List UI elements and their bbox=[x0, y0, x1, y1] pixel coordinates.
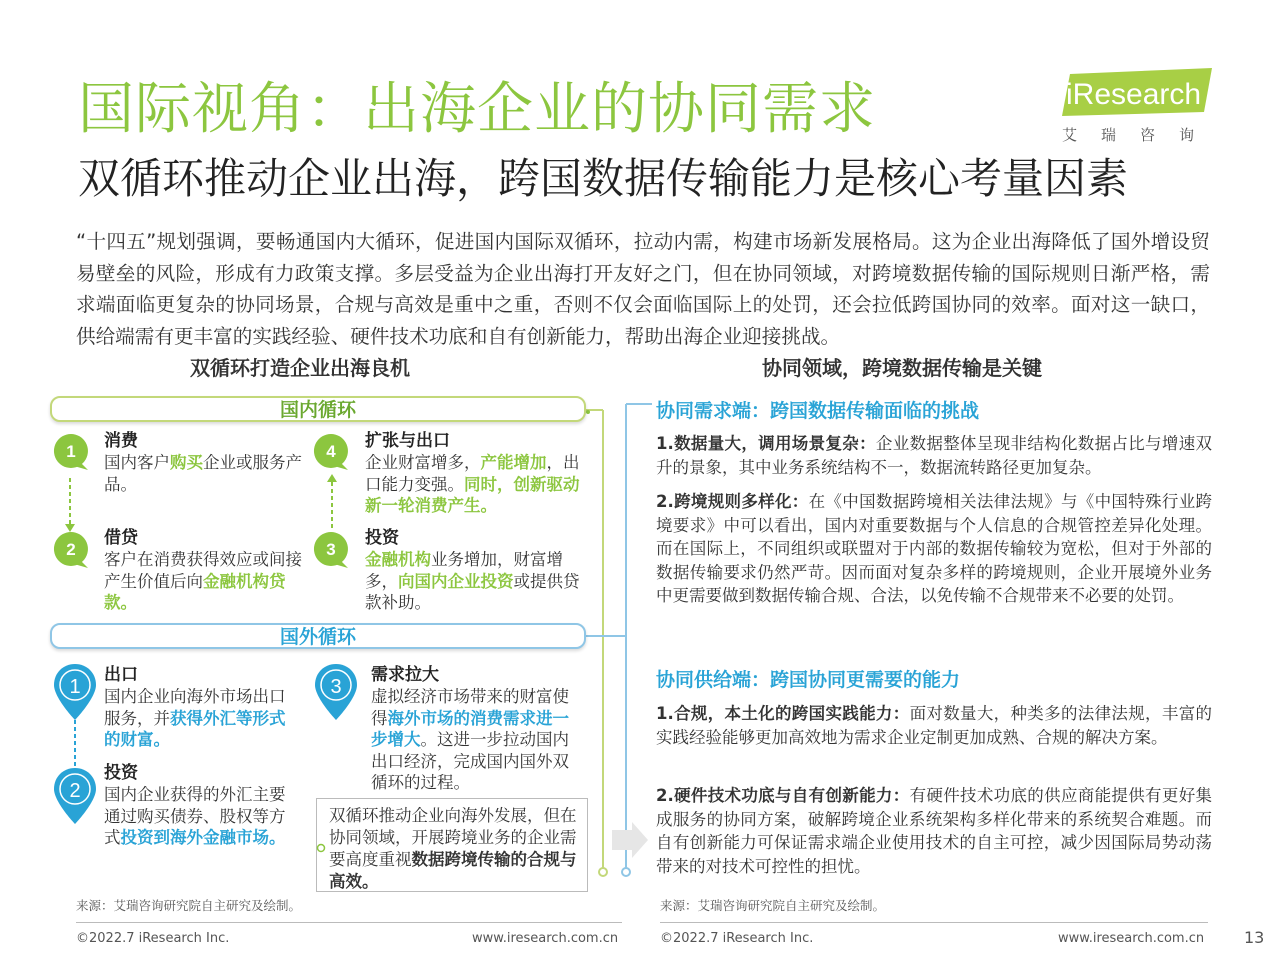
foreign-item-text-1: 国内企业向海外市场出口服务，并获得外汇等形式的财富。 bbox=[104, 687, 286, 749]
right-website: www.iresearch.com.cn bbox=[1058, 931, 1205, 946]
foreign-pin-3 bbox=[313, 662, 359, 726]
demand-title: 协同需求端：跨国数据传输面临的挑战 bbox=[656, 400, 980, 422]
foreign-item-title-3: 需求拉大 bbox=[371, 665, 439, 685]
domestic-item-text-3: 金融机构业务增加，财富增多，向国内企业投资或提供贷款补助。 bbox=[365, 550, 580, 612]
domestic-item-text-4: 企业财富增多，产能增加，出口能力变强。同时，创新驱动新一轮消费产生。 bbox=[365, 453, 580, 515]
badge-number: 2 bbox=[66, 540, 76, 559]
demand-point-2: 2.跨境规则多样化：在《中国数据跨境相关法律法规》与《中国特殊行业跨境要求》中可以看出，国内对重要数据与个人信息的合规管控差异化处理。而在国际上，不同组织或联盟对于内部的数据传输较为宽松，但对于外部的数据传输要求仍然严苛。因而面对复杂多样的跨境规则，企业开展境外业务中更需要做到数据传输合规、合法，以免传输不合规带来不必要的处罚。 bbox=[656, 492, 1213, 605]
foreign-item-text-3: 虚拟经济市场带来的财富使得海外市场的消费需求进一步增大。这进一步拉动国内出口经济，完成国内国外双循环的过程。 bbox=[371, 687, 569, 792]
left-website: www.iresearch.com.cn bbox=[472, 931, 619, 946]
foreign-item-text-2: 国内企业获得的外汇主要通过购买债券、股权等方式投资到海外金融市场。 bbox=[104, 785, 286, 847]
callout-box: 双循环推动企业向海外发展，但在协同领域，开展跨境业务的企业需要高度重视数据跨境传输的合规与高效。 bbox=[316, 798, 588, 892]
domestic-item-text-2: 客户在消费获得效应或间接产生价值后向金融机构贷款。 bbox=[104, 550, 302, 612]
domestic-item-text-1: 国内客户购买企业或服务产品。 bbox=[104, 453, 302, 494]
callout-bullet-icon bbox=[316, 838, 326, 857]
badge-number: 3 bbox=[326, 540, 336, 559]
logo-brand-text: iResearch bbox=[1066, 78, 1202, 111]
foreign-pin-1 bbox=[52, 662, 98, 726]
left-source: 来源：艾瑞咨询研究院自主研究及绘制。 bbox=[76, 898, 302, 913]
supply-title: 协同供给端：跨国协同更需要的能力 bbox=[656, 669, 961, 691]
intro-paragraph: “十四五”规划强调，要畅通国内大循环，促进国内国际双循环，拉动内需，构建市场新发展格局。这为企业出海降低了国外增设贸易壁垒的风险，形成有力政策支撑。多层受益为企业出海打开友好之门，但在协同领域，对跨境数据传输的国际规则日渐严格，需求端面临更复杂的协同场景，合规与高效是重中之重，否则不仅会面临国际上的处罚，还会拉低跨国协同的效率。面对这一缺口，供给端需有更丰富的实践经验、硬件技术功底和自有创新能力，帮助出海企业迎接挑战。 bbox=[76, 230, 1210, 348]
right-copyright: ©2022.7 iResearch Inc. bbox=[660, 931, 814, 946]
page-subtitle: 双循环推动企业出海，跨国数据传输能力是核心考量因素 bbox=[78, 154, 1129, 203]
supply-point-2: 2.硬件技术功底与自有创新能力：有硬件技术功底的供应商能提供有更好集成服务的协同方案，破解跨境企业系统架构多样化带来的系统契合难题。而自有创新能力可保证需求端企业使用技术的自主可控，减少因国际局势动荡带来的对技术可控性的担忧。 bbox=[656, 786, 1213, 876]
pin-number: 3 bbox=[330, 676, 342, 698]
left-heading: 双循环打造企业出海良机 bbox=[190, 356, 410, 380]
pin-number: 1 bbox=[69, 676, 81, 698]
right-footer-divider bbox=[660, 922, 1208, 923]
foreign-pin-2 bbox=[52, 766, 98, 830]
domestic-item-title-3: 投资 bbox=[365, 528, 399, 548]
domestic-item-title-2: 借贷 bbox=[104, 528, 138, 548]
supply-point-1: 1.合规，本土化的跨国实践能力：面对数量大，种类多的法律法规，丰富的实践经验能够更加高效地为需求企业定制更加成熟、合规的解决方案。 bbox=[656, 704, 1213, 747]
left-footer-divider bbox=[76, 922, 622, 923]
right-heading: 协同领域，跨境数据传输是关键 bbox=[762, 356, 1042, 380]
domestic-badge-4 bbox=[312, 432, 350, 476]
domestic-badge-3 bbox=[312, 530, 350, 574]
foreign-item-title-1: 出口 bbox=[104, 665, 138, 685]
page-title: 国际视角：出海企业的协同需求 bbox=[78, 77, 876, 142]
badge-number: 1 bbox=[66, 442, 76, 461]
pin-number: 2 bbox=[69, 780, 81, 802]
logo-cn-text: 艾瑞咨询 bbox=[1062, 126, 1219, 144]
left-copyright: ©2022.7 iResearch Inc. bbox=[76, 931, 230, 946]
domestic-badge-2 bbox=[52, 530, 90, 574]
foreign-item-title-2: 投资 bbox=[104, 763, 138, 783]
domestic-item-title-4: 扩张与出口 bbox=[365, 431, 450, 451]
demand-point-1: 1.数据量大，调用场景复杂：企业数据整体呈现非结构化数据占比与增速双升的景象，其中业务系统结构不一，数据流转路径更加复杂。 bbox=[656, 434, 1213, 477]
domestic-item-title-1: 消费 bbox=[104, 431, 138, 451]
domestic-badge-1 bbox=[52, 432, 90, 476]
badge-number: 4 bbox=[326, 442, 336, 461]
page-number: 13 bbox=[1244, 928, 1265, 947]
right-source: 来源：艾瑞咨询研究院自主研究及绘制。 bbox=[660, 898, 886, 913]
foreign-loop-bar: 国外循环 bbox=[50, 623, 586, 649]
domestic-loop-bar: 国内循环 bbox=[50, 396, 586, 422]
